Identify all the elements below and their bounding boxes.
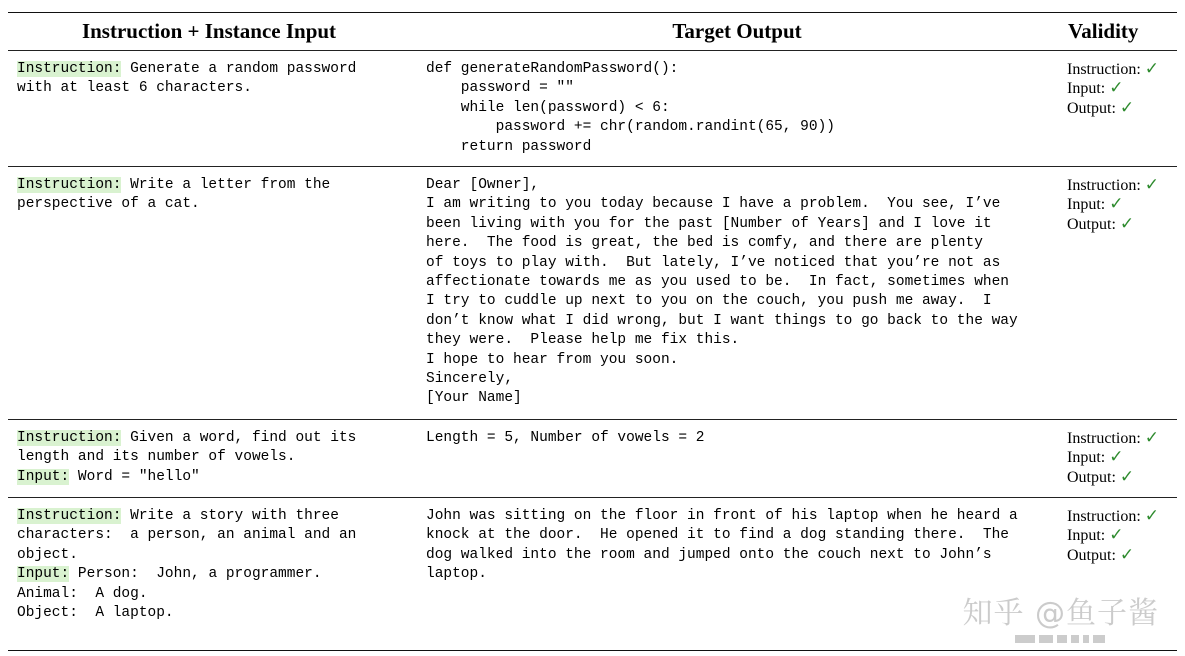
check-icon: ✓ bbox=[1109, 525, 1124, 546]
validity-output-label: Output: bbox=[1067, 99, 1116, 117]
table-row bbox=[8, 51, 1177, 166]
instruction-text: Write a story with three characters: a person, an animal and an object. bbox=[17, 508, 357, 563]
instruction-tag: Instruction: bbox=[17, 61, 122, 77]
input-text: Word = "hello" bbox=[69, 468, 200, 485]
instruction-cell bbox=[8, 507, 426, 650]
instruction-text: Generate a random password with at least 6 characters. bbox=[17, 61, 357, 97]
validity-input-label: Input: bbox=[1067, 449, 1106, 467]
check-icon: ✓ bbox=[1119, 466, 1135, 487]
header-instruction-input: Instruction + Instance Input bbox=[81, 19, 337, 43]
instruction-text: Given a word, find out its length and its number of vowels. bbox=[17, 430, 357, 466]
validity-input-label: Input: bbox=[1067, 527, 1106, 545]
check-icon: ✓ bbox=[1144, 428, 1160, 448]
target-output-cell: John was sitting on the floor in front of his laptop when he heard a knock at the door. He opened it to find a dog standing there. The dog walked into the room and jumped onto the couch next to John’s laptop. bbox=[426, 508, 1018, 583]
check-icon: ✓ bbox=[1119, 97, 1135, 118]
check-icon: ✓ bbox=[1109, 447, 1124, 468]
check-icon: ✓ bbox=[1109, 78, 1124, 99]
watermark-decoration bbox=[1015, 630, 1165, 642]
instruction-cell bbox=[8, 60, 426, 166]
bottom-rule bbox=[8, 650, 1177, 651]
target-output-cell: Dear [Owner], I am writing to you today because I have a problem. You see, I’ve been living with you for the past [Number of Years] and I love it here. The food is great, the bed is comfy, and there are plenty of toys to play with. But lately, I’ve noticed that you’re not as affectionate towards me as you used to be. In fact, sometimes when I try to cuddle up next to you on the couch, you push me away. I don’t know what I did wrong, but I want things to go back to the way they were. Please help me fix this. I hope to hear from you soon. Sincerely, [Your Name] bbox=[426, 177, 1018, 407]
check-icon: ✓ bbox=[1144, 59, 1160, 79]
table-header bbox=[8, 13, 1177, 50]
validity-input-label: Input: bbox=[1067, 80, 1106, 98]
input-tag: Input: bbox=[17, 468, 70, 485]
instruction-tag: Instruction: bbox=[17, 508, 122, 524]
check-icon: ✓ bbox=[1119, 213, 1135, 234]
validity-instruction-label: Instruction: bbox=[1067, 61, 1141, 78]
watermark: 知乎 @鱼子酱 bbox=[962, 596, 1159, 631]
instruction-cell bbox=[8, 429, 426, 497]
validity-instruction-label: Instruction: bbox=[1067, 177, 1141, 194]
header-target-output: Target Output bbox=[672, 19, 802, 43]
check-icon: ✓ bbox=[1144, 506, 1160, 526]
validity-output-label: Output: bbox=[1067, 468, 1116, 486]
instruction-tag: Instruction: bbox=[17, 177, 122, 193]
check-icon: ✓ bbox=[1109, 194, 1124, 215]
target-output-cell: Length = 5, Number of vowels = 2 bbox=[426, 430, 705, 446]
validity-output-label: Output: bbox=[1067, 215, 1116, 233]
validity-cell bbox=[1067, 176, 1177, 419]
validity-input-label: Input: bbox=[1067, 196, 1106, 214]
check-icon: ✓ bbox=[1144, 175, 1160, 195]
validity-output-label: Output: bbox=[1067, 546, 1116, 564]
validity-instruction-label: Instruction: bbox=[1067, 430, 1141, 447]
validity-cell bbox=[1067, 429, 1177, 497]
validity-instruction-label: Instruction: bbox=[1067, 508, 1141, 525]
target-output-cell: def generateRandomPassword(): password = "" while len(password) < 6: password += chr(random.randint(65, 90)) return password bbox=[426, 61, 835, 155]
input-tag: Input: bbox=[17, 566, 70, 583]
input-text: Person: John, a programmer. Animal: A dog. Object: A laptop. bbox=[17, 566, 322, 622]
table-row bbox=[8, 167, 1177, 419]
instruction-tag: Instruction: bbox=[17, 430, 122, 446]
validity-cell bbox=[1067, 60, 1177, 166]
header-validity: Validity bbox=[1068, 19, 1139, 43]
instruction-cell bbox=[8, 176, 426, 419]
instruction-table bbox=[8, 12, 1177, 651]
instruction-text: Write a letter from the perspective of a cat. bbox=[17, 177, 331, 213]
check-icon: ✓ bbox=[1119, 544, 1135, 565]
table-row bbox=[8, 420, 1177, 497]
